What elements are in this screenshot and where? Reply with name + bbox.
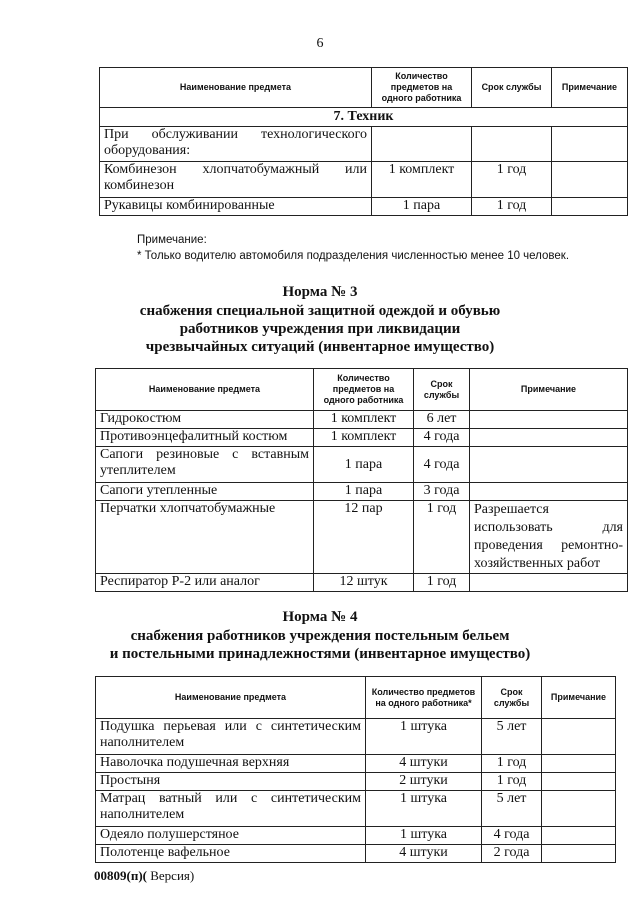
item-qty: 4 штуки	[366, 755, 482, 773]
col-header-qty: Количество предметов на одного работника*	[366, 677, 482, 719]
item-qty: 4 штуки	[366, 845, 482, 863]
item-qty: 1 штука	[366, 791, 482, 827]
item-name: Перчатки хлопчатобумажные	[96, 501, 314, 574]
item-name: При обслуживании технологического оборудования:	[100, 127, 372, 162]
item-name: Противоэнцефалитный костюм	[96, 429, 314, 447]
item-term: 4 года	[482, 827, 542, 845]
table-row	[96, 719, 616, 755]
item-qty: 1 комплект	[314, 429, 414, 447]
item-note	[470, 411, 628, 429]
item-note	[542, 773, 616, 791]
item-qty: 1 комплект	[372, 162, 472, 198]
item-note	[542, 719, 616, 755]
item-name: Простыня	[96, 773, 366, 791]
col-header-term: Срок службы	[482, 677, 542, 719]
item-qty: 12 штук	[314, 574, 414, 592]
col-header-name: Наименование предмета	[96, 677, 366, 719]
item-term: 1 год	[414, 501, 470, 574]
norm4-subtitle-2: и постельными принадлежностями (инвентарное имущество)	[109, 646, 531, 662]
item-name: Подушка перьевая или с синтетическим наполнителем	[96, 719, 366, 755]
item-qty: 1 пара	[314, 483, 414, 501]
table-row	[96, 773, 616, 791]
item-term	[472, 127, 552, 162]
item-term: 1 год	[482, 755, 542, 773]
table-row	[96, 447, 628, 483]
item-note	[552, 127, 628, 162]
item-term: 1 год	[472, 162, 552, 198]
item-name: Комбинезон хлопчатобумажный или комбинезон	[100, 162, 372, 198]
item-note	[542, 845, 616, 863]
item-name: Сапоги резиновые с вставным утеплителем	[96, 447, 314, 483]
table-row	[96, 411, 628, 429]
table-row	[96, 845, 616, 863]
table-row	[96, 827, 616, 845]
note-text: * Только водителю автомобиля подразделения численностью менее 10 человек.	[137, 250, 570, 262]
item-name: Респиратор Р-2 или аналог	[96, 574, 314, 592]
norm3-subtitle-3: чрезвычайных ситуаций (инвентарное имущество)	[145, 339, 495, 355]
table-row	[96, 483, 628, 501]
item-note	[470, 483, 628, 501]
item-term: 2 года	[482, 845, 542, 863]
item-name: Гидрокостюм	[96, 411, 314, 429]
item-note	[542, 791, 616, 827]
table-section-7	[99, 67, 628, 216]
col-header-name: Наименование предмета	[100, 68, 372, 108]
item-qty: 12 пар	[314, 501, 414, 574]
item-note	[542, 755, 616, 773]
item-qty: 1 пара	[372, 198, 472, 216]
col-header-name: Наименование предмета	[96, 369, 314, 411]
item-term: 1 год	[482, 773, 542, 791]
item-note	[542, 827, 616, 845]
document-footer	[94, 868, 194, 884]
item-note	[470, 429, 628, 447]
table-row	[100, 162, 628, 198]
item-name: Наволочка подушечная верхняя	[96, 755, 366, 773]
item-name: Сапоги утепленные	[96, 483, 314, 501]
item-qty: 1 штука	[366, 827, 482, 845]
item-qty: 1 комплект	[314, 411, 414, 429]
norm3-subtitle-1: снабжения специальной защитной одеждой и обувью	[139, 303, 501, 319]
col-header-note: Примечание	[542, 677, 616, 719]
col-header-qty: Количество предметов на одного работника	[314, 369, 414, 411]
item-term: 1 год	[472, 198, 552, 216]
item-term: 3 года	[414, 483, 470, 501]
table-row	[100, 127, 628, 162]
item-term: 5 лет	[482, 719, 542, 755]
item-qty: 2 штуки	[366, 773, 482, 791]
norm4-title: Норма № 4	[282, 609, 358, 625]
section-title: 7. Техник	[100, 108, 628, 127]
col-header-qty: Количество предметов на одного работника	[372, 68, 472, 108]
item-qty: 1 пара	[314, 447, 414, 483]
table-row	[96, 791, 616, 827]
norm3-title: Норма № 3	[282, 284, 358, 300]
item-note	[470, 447, 628, 483]
item-name: Рукавицы комбинированные	[100, 198, 372, 216]
footer-version: Версия)	[146, 868, 195, 883]
item-note	[552, 198, 628, 216]
item-note	[552, 162, 628, 198]
table-row	[96, 574, 628, 592]
item-name: Матрац ватный или с синтетическим наполнителем	[96, 791, 366, 827]
item-term: 5 лет	[482, 791, 542, 827]
col-header-note: Примечание	[470, 369, 628, 411]
table-row	[100, 198, 628, 216]
table-norm-3	[95, 368, 628, 592]
item-qty	[372, 127, 472, 162]
table-row	[96, 755, 616, 773]
table-row	[96, 429, 628, 447]
table-row	[96, 501, 628, 574]
norm3-subtitle-2: работников учреждения при ликвидации	[179, 321, 461, 337]
table-norm-4	[95, 676, 616, 863]
col-header-term: Срок службы	[472, 68, 552, 108]
col-header-note: Примечание	[552, 68, 628, 108]
item-term: 4 года	[414, 447, 470, 483]
item-qty: 1 штука	[366, 719, 482, 755]
item-name: Полотенце вафельное	[96, 845, 366, 863]
item-note	[470, 574, 628, 592]
page-number: 6	[316, 36, 324, 51]
item-term: 4 года	[414, 429, 470, 447]
item-term: 6 лет	[414, 411, 470, 429]
note-label: Примечание:	[137, 234, 207, 246]
item-term: 1 год	[414, 574, 470, 592]
col-header-term: Срок службы	[414, 369, 470, 411]
item-note: Разрешается использовать для проведения ремонтно-хозяйственных работ	[470, 501, 628, 574]
norm4-subtitle-1: снабжения работников учреждения постельным бельем	[130, 628, 510, 644]
item-name: Одеяло полушерстяное	[96, 827, 366, 845]
footer-code: 00809(п)(	[94, 868, 147, 883]
